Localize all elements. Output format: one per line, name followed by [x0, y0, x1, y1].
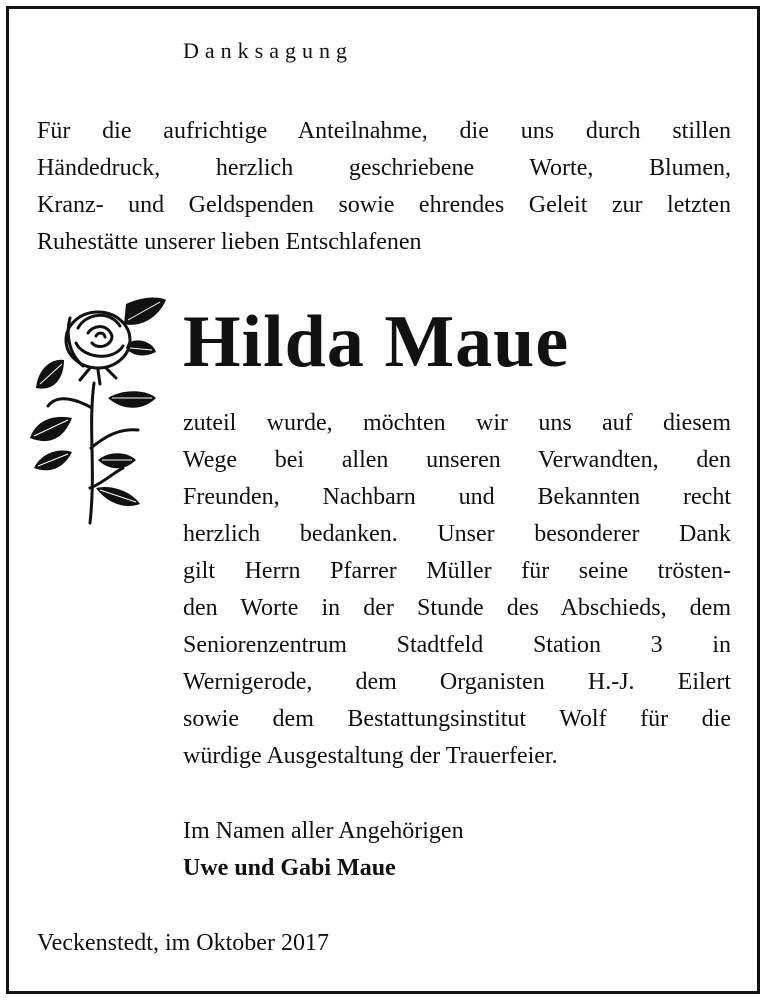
body-line: Wege bei allen unseren Verwandten, den — [183, 447, 731, 473]
intro-line: Kranz- und Geldspenden sowie ehrendes Geleit zur letzten — [37, 192, 731, 218]
closing-text: Im Namen aller Angehörigen — [183, 818, 464, 844]
intro-line: Für die aufrichtige Anteilnahme, die uns durch stillen — [37, 118, 731, 144]
body-line: Wernigerode, dem Organisten H.-J. Eilert — [183, 669, 731, 695]
deceased-name: Hilda Maue — [183, 301, 570, 383]
body-line: sowie dem Bestattungsinstitut Wolf für die — [183, 706, 731, 732]
body-line: Seniorenzentrum Stadtfeld Station 3 in — [183, 632, 731, 658]
notice-heading: Danksagung — [183, 38, 353, 63]
body-line: Freunden, Nachbarn und Bekannten recht — [183, 484, 731, 510]
body-line: den Worte in der Stunde des Abschieds, dem — [183, 595, 731, 621]
place-date: Veckenstedt, im Oktober 2017 — [37, 930, 329, 956]
intro-line: Ruhestätte unserer lieben Entschlafenen — [37, 229, 422, 255]
intro-line: Händedruck, herzlich geschriebene Worte, Blumen, — [37, 155, 731, 181]
body-line: gilt Herrn Pfarrer Müller für seine trösten- — [183, 558, 731, 584]
body-line: zuteil wurde, möchten wir uns auf diesem — [183, 410, 731, 436]
signatories: Uwe und Gabi Maue — [183, 855, 396, 881]
body-line: würdige Ausgestaltung der Trauerfeier. — [183, 743, 558, 769]
body-line: herzlich bedanken. Unser besonderer Dank — [183, 521, 731, 547]
rose-icon — [28, 288, 168, 528]
